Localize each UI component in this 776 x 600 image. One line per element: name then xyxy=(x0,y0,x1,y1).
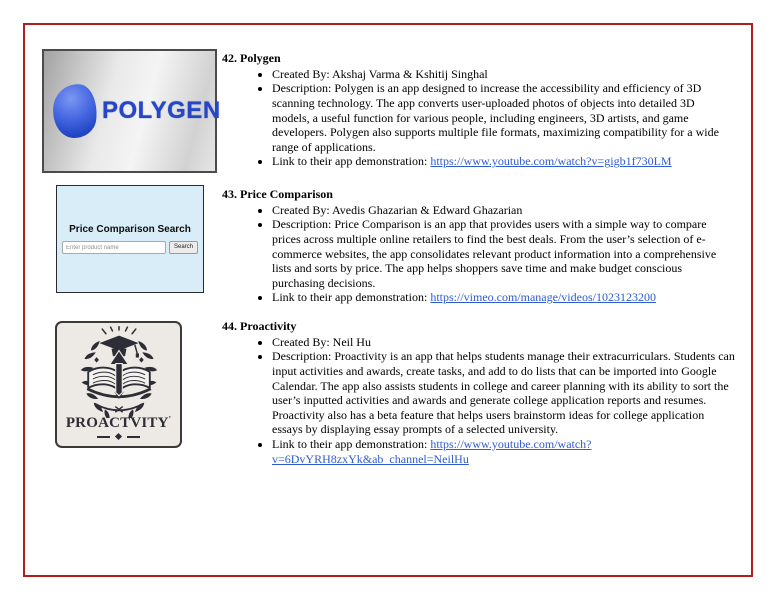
product-search-input xyxy=(62,241,166,254)
app-entry-price-comparison xyxy=(42,185,735,305)
diamond-decoration xyxy=(115,433,122,440)
link-label: Link to their app demonstration: xyxy=(272,154,428,169)
link-label: Link to their app demonstration: xyxy=(272,437,428,451)
entry-text xyxy=(222,317,735,466)
demo-link-item xyxy=(272,437,735,466)
entry-heading: 42. Polygen xyxy=(222,51,281,65)
search-button: Search xyxy=(169,241,198,254)
demo-link[interactable]: https://vimeo.com/manage/videos/1023123200 xyxy=(430,290,656,305)
proactivity-emblem xyxy=(63,326,175,418)
price-search-row xyxy=(57,241,203,254)
polygen-blob-icon xyxy=(50,82,99,140)
created-by-item: • Created By: Avedis Ghazarian & Edward Ghazarian xyxy=(272,203,735,218)
entry-text xyxy=(222,185,735,305)
entry-bullets xyxy=(222,67,735,169)
description-item: • Description: Proactivity is an app that helps students manage their extracurriculars. Students can input activities and awards, create tasks, and add to do lists that can be imported into Google Calendar. The app also assists students in college and career planning with its ability to sort the user’s inputted activities and awards and generate college application reports and resumes. Proactivity also has a beta feature that helps users brainstorm ideas for college application essays by displaying essay prompts of a selected university. xyxy=(272,349,735,437)
logo-flourish xyxy=(97,434,140,439)
entry-heading: 44. Proactivity xyxy=(222,319,297,333)
entry-bullets xyxy=(222,203,735,305)
entry-text xyxy=(222,49,735,173)
polygen-logo-text: POLYGEN xyxy=(102,97,221,124)
entry-heading: 43. Price Comparison xyxy=(222,187,333,201)
created-by-item: • Created By: Neil Hu xyxy=(272,335,735,350)
logo-column xyxy=(42,317,222,466)
logo-column xyxy=(42,185,222,305)
entry-bullets xyxy=(222,335,735,467)
document-page xyxy=(23,23,753,577)
demo-link-item xyxy=(272,154,735,169)
demo-link-item xyxy=(272,290,735,305)
sparkle-rays-icon xyxy=(102,327,136,334)
dash-decoration xyxy=(127,436,140,438)
trademark-mark: ’ xyxy=(168,415,172,423)
dash-decoration xyxy=(97,436,110,438)
link-label: Link to their app demonstration: xyxy=(272,290,428,305)
page-content xyxy=(25,25,751,466)
description-item: • Description: Price Comparison is an app that provides users with a simple way to compare prices across multiple online retailers to find the best deals. From the user’s selection of e-commerce websites, the app consolidates relevant product information into a comprehensive lists and sorts by price. The app helps shoppers save time and make budget conscious purchasing decisions. xyxy=(272,217,735,290)
app-entry-proactivity xyxy=(42,317,735,466)
proactivity-logo-image xyxy=(55,321,182,448)
price-search-title: Price Comparison Search xyxy=(69,224,191,235)
demo-link[interactable]: https://www.youtube.com/watch?v=gigb1f730LM xyxy=(430,154,672,169)
description-item: • Description: Polygen is an app designed to increase the accessibility and efficiency of 3D scanning technology. The app converts user-uploaded photos of objects into detailed 3D models, a useful function for various people, including engineers, 3D artists, and game developers. Polygen also supports multiple file formats, maximizing compatibility for a wide range of applications. xyxy=(272,81,735,154)
created-by-item: • Created By: Akshaj Varma & Kshitij Singhal xyxy=(272,67,735,82)
logo-column xyxy=(42,49,222,173)
polygen-logo-image xyxy=(42,49,221,173)
price-comparison-screenshot xyxy=(56,185,204,293)
app-entry-polygen xyxy=(42,49,735,173)
proactivity-logo-text: PROACTVITY’ xyxy=(65,415,172,431)
demo-link[interactable]: https://www.youtube.com/watch?v=6DvYRH8zxYk&ab_channel=NeilHu xyxy=(272,437,592,466)
